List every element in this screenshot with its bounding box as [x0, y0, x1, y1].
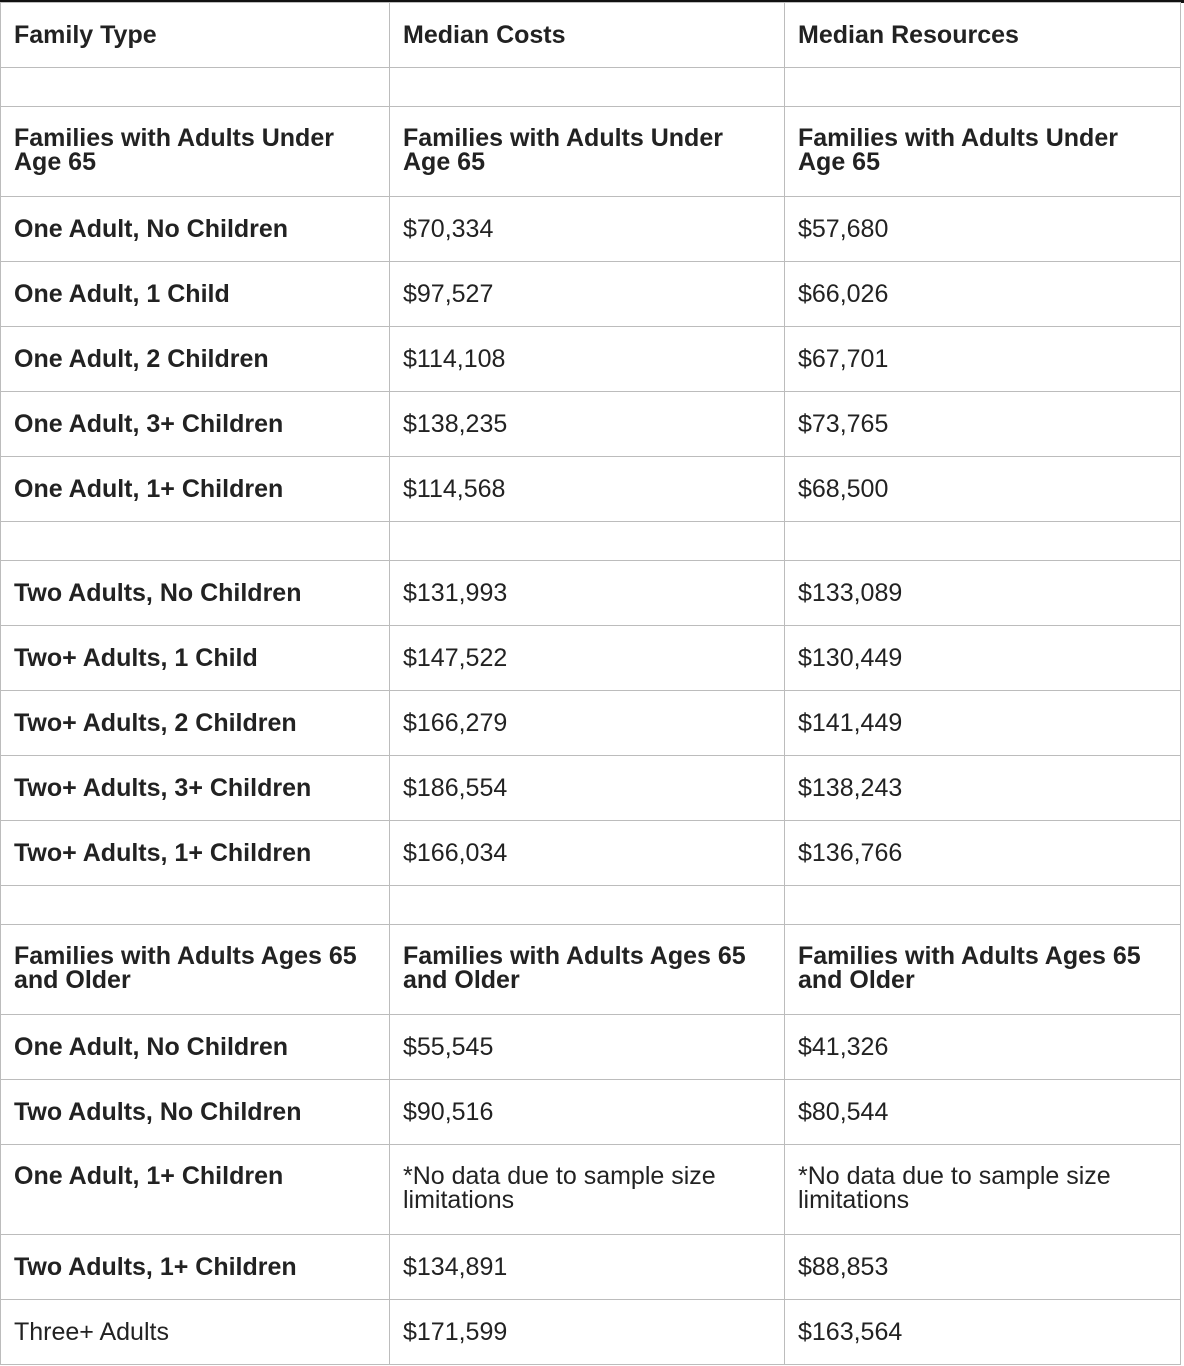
- median-costs-cell: $131,993: [390, 561, 785, 626]
- blank-cell: [390, 68, 785, 107]
- median-costs-cell: $166,279: [390, 691, 785, 756]
- family-type-cell: One Adult, 3+ Children: [1, 392, 390, 457]
- median-costs-cell: $186,554: [390, 756, 785, 821]
- blank-cell: [785, 886, 1181, 925]
- header-row: [1, 3, 1181, 68]
- family-type-cell: One Adult, No Children: [1, 197, 390, 262]
- table-row: [1, 262, 1181, 327]
- family-type-cell: One Adult, 1 Child: [1, 262, 390, 327]
- table-row: [1, 756, 1181, 821]
- family-type-cell: One Adult, No Children: [1, 1015, 390, 1080]
- median-costs-cell: $55,545: [390, 1015, 785, 1080]
- median-resources-cell: $57,680: [785, 197, 1181, 262]
- family-costs-table: [0, 2, 1181, 1365]
- table-row: [1, 1080, 1181, 1145]
- family-type-cell: Two Adults, No Children: [1, 1080, 390, 1145]
- family-type-cell: Two+ Adults, 2 Children: [1, 691, 390, 756]
- median-resources-cell: $80,544: [785, 1080, 1181, 1145]
- table-row: [1, 691, 1181, 756]
- blank-cell: [1, 68, 390, 107]
- median-resources-cell: $138,243: [785, 756, 1181, 821]
- spacer-row: [1, 886, 1181, 925]
- table-row: [1, 1300, 1181, 1365]
- family-type-cell: Two+ Adults, 3+ Children: [1, 756, 390, 821]
- table-row: [1, 821, 1181, 886]
- median-costs-cell: $171,599: [390, 1300, 785, 1365]
- header-median-costs: Median Costs: [390, 3, 785, 68]
- section-label: Families with Adults Under Age 65: [1, 107, 390, 197]
- table-row: [1, 1145, 1181, 1235]
- blank-cell: [785, 522, 1181, 561]
- table-row: [1, 327, 1181, 392]
- header-family-type: Family Type: [1, 3, 390, 68]
- section-row: [1, 107, 1181, 197]
- section-label: Families with Adults Under Age 65: [390, 107, 785, 197]
- median-resources-cell: $133,089: [785, 561, 1181, 626]
- family-type-cell: One Adult, 2 Children: [1, 327, 390, 392]
- table-row: [1, 457, 1181, 522]
- median-resources-cell: $73,765: [785, 392, 1181, 457]
- section-label: Families with Adults Ages 65 and Older: [785, 925, 1181, 1015]
- table-row: [1, 626, 1181, 691]
- section-label: Families with Adults Ages 65 and Older: [390, 925, 785, 1015]
- median-resources-cell: $130,449: [785, 626, 1181, 691]
- family-type-cell: Three+ Adults: [1, 1300, 390, 1365]
- median-costs-cell: $166,034: [390, 821, 785, 886]
- family-type-cell: Two+ Adults, 1+ Children: [1, 821, 390, 886]
- median-costs-cell: $114,568: [390, 457, 785, 522]
- section-row: [1, 925, 1181, 1015]
- median-resources-cell: $41,326: [785, 1015, 1181, 1080]
- blank-cell: [390, 886, 785, 925]
- blank-cell: [785, 68, 1181, 107]
- table-row: [1, 1015, 1181, 1080]
- family-type-cell: One Adult, 1+ Children: [1, 1145, 390, 1235]
- spacer-row: [1, 522, 1181, 561]
- median-resources-cell: $88,853: [785, 1235, 1181, 1300]
- median-costs-cell: $147,522: [390, 626, 785, 691]
- blank-cell: [1, 886, 390, 925]
- spacer-row: [1, 68, 1181, 107]
- section-label: Families with Adults Under Age 65: [785, 107, 1181, 197]
- median-costs-cell: $138,235: [390, 392, 785, 457]
- median-resources-cell: $163,564: [785, 1300, 1181, 1365]
- section-label: Families with Adults Ages 65 and Older: [1, 925, 390, 1015]
- family-type-cell: One Adult, 1+ Children: [1, 457, 390, 522]
- median-costs-cell: $114,108: [390, 327, 785, 392]
- family-type-cell: Two+ Adults, 1 Child: [1, 626, 390, 691]
- median-costs-cell: $90,516: [390, 1080, 785, 1145]
- table-row: [1, 392, 1181, 457]
- median-resources-cell: $136,766: [785, 821, 1181, 886]
- median-resources-cell: *No data due to sample size limitations: [785, 1145, 1181, 1235]
- blank-cell: [1, 522, 390, 561]
- family-type-cell: Two Adults, No Children: [1, 561, 390, 626]
- table-row: [1, 197, 1181, 262]
- median-resources-cell: $68,500: [785, 457, 1181, 522]
- median-resources-cell: $66,026: [785, 262, 1181, 327]
- median-costs-cell: $70,334: [390, 197, 785, 262]
- header-median-resources: Median Resources: [785, 3, 1181, 68]
- table-row: [1, 561, 1181, 626]
- median-resources-cell: $67,701: [785, 327, 1181, 392]
- median-costs-cell: $134,891: [390, 1235, 785, 1300]
- median-resources-cell: $141,449: [785, 691, 1181, 756]
- family-type-cell: Two Adults, 1+ Children: [1, 1235, 390, 1300]
- median-costs-cell: *No data due to sample size limitations: [390, 1145, 785, 1235]
- median-costs-cell: $97,527: [390, 262, 785, 327]
- blank-cell: [390, 522, 785, 561]
- table-row: [1, 1235, 1181, 1300]
